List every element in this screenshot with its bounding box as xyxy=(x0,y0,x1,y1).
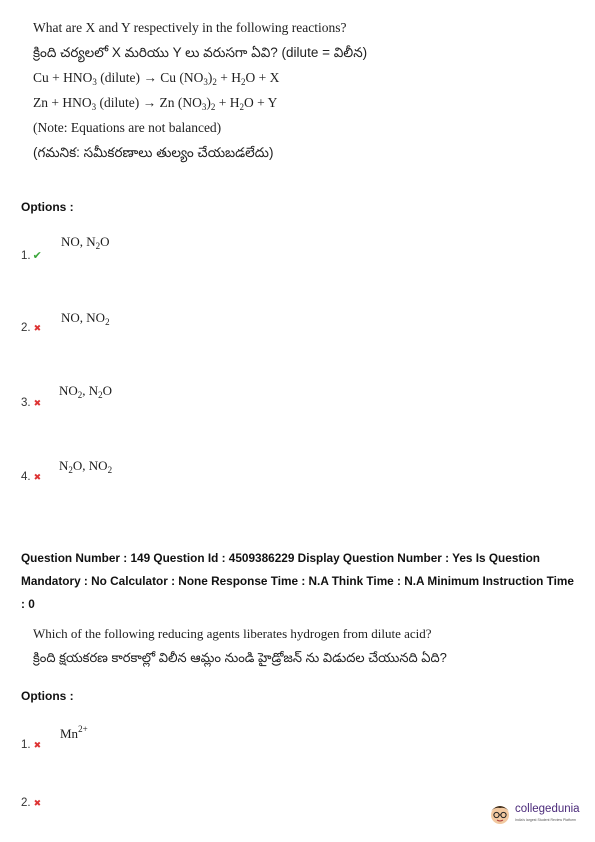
question-meta: Question Number : 149 Question Id : 4509386229 Display Question Number : Yes Is Question Mandatory : No Calculator : None Response Time : N.A Think Time : N.A Minimum Instruction Time : 0 xyxy=(21,551,574,611)
option-3-text: $NO_2$, $N_2O$ xyxy=(59,383,113,400)
cross-icon: ✖ xyxy=(33,472,42,482)
question-1-text-en: What are X and Y respectively in the following reactions? xyxy=(33,20,347,35)
cross-icon: ✖ xyxy=(33,740,42,750)
q2-option-1-number: 1. ✖ xyxy=(21,739,42,751)
q2-option-2-number: 2. ✖ xyxy=(21,797,42,809)
option-2-number: 2. ✖ xyxy=(21,322,42,334)
option-1-text: NO, $N_2O$ xyxy=(61,234,110,251)
mascot-icon xyxy=(488,800,512,828)
cross-icon: ✖ xyxy=(33,798,42,808)
question-2 xyxy=(33,624,573,672)
note-te: (గమనిక: సమీకరణాలు తుల్యం చేయబడలేదు) xyxy=(33,145,274,160)
option-4-number: 4. ✖ xyxy=(21,471,42,483)
collegedunia-logo xyxy=(488,800,588,830)
logo-tagline: India's largest Student Review Platform xyxy=(515,818,576,822)
options-label-2: Options : xyxy=(21,689,74,703)
question-1-text-te: క్రింది చర్యలలో X మరియు Y లు వరుసగా ఏవి? (dilute = విలీన) xyxy=(33,45,368,60)
question-1 xyxy=(33,18,573,168)
logo-name: collegedunia xyxy=(515,803,580,815)
option-2-text: NO, $NO_2$ xyxy=(61,310,110,327)
option-4-text: $N_2O$, $NO_2$ xyxy=(59,458,113,475)
question-2-text-te: క్రింది క్షయకరణ కారకాల్లో విలీన ఆమ్లం నుండి హైడ్రోజన్ ను విడుదల చేయునది ఏది? xyxy=(33,650,447,665)
option-1-number: 1. ✔ xyxy=(21,250,42,262)
equation-1: $Cu + HNO_3$ (dilute) → Cu $(NO_3)_2 + H_2O + X$ xyxy=(33,70,280,87)
cross-icon: ✖ xyxy=(33,398,42,408)
equation-2: $Zn + HNO_3$ (dilute) → Zn $(NO_3)_2 + H_2O + Y$ xyxy=(33,95,278,112)
note-en: (Note: Equations are not balanced) xyxy=(33,120,222,135)
question-2-text-en: Which of the following reducing agents liberates hydrogen from dilute acid? xyxy=(33,626,432,641)
q2-option-1-text: $Mn^{2+}$ xyxy=(60,724,88,741)
cross-icon: ✖ xyxy=(33,323,42,333)
options-label: Options : xyxy=(21,200,74,214)
option-3-number: 3. ✖ xyxy=(21,397,42,409)
checkmark-icon: ✔ xyxy=(32,250,42,262)
